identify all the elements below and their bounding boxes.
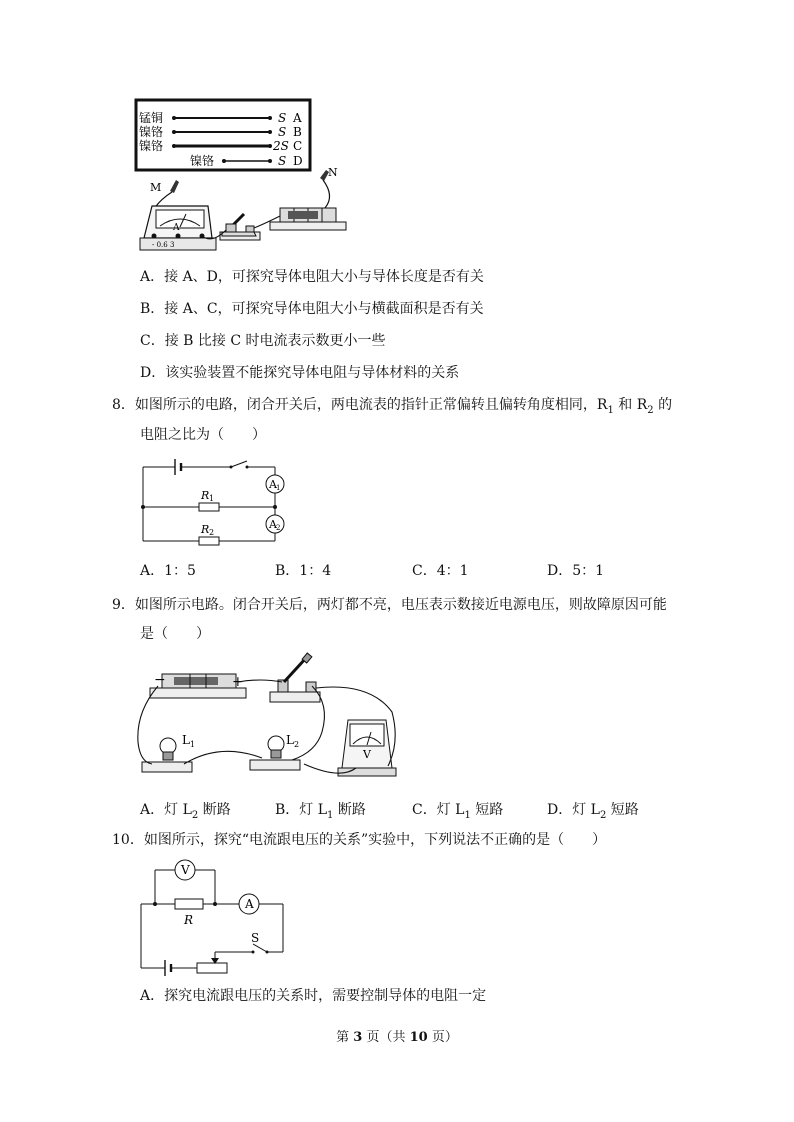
q8-a1-label: A xyxy=(269,478,277,491)
q10-option-a-text: 探究电流跟电压的关系时，需要控制导体的电阻一定 xyxy=(164,988,487,1004)
q8-stem-end: 的 xyxy=(653,397,673,413)
q9-option-c xyxy=(412,800,503,826)
q9-option-b-sub: 1 xyxy=(327,809,334,821)
q8-option-a-text: 1：5 xyxy=(164,563,196,579)
q10-switch-label: S xyxy=(251,931,260,945)
q8-stem-text: 如图所示的电路，闭合开关后，两电流表的指针正常偏转且偏转角度相同，R xyxy=(134,397,608,413)
q8-r2-label-sub: 2 xyxy=(209,528,215,537)
q10-option-a-label: A． xyxy=(140,988,165,1004)
q8-a2-sub: 2 xyxy=(276,524,281,532)
q9-l1-label: L xyxy=(182,733,190,747)
q8-r2-label: R xyxy=(201,523,210,536)
q7-wire-a-material: 锰铜 xyxy=(139,111,164,125)
q10-resistor-label: R xyxy=(184,913,194,927)
q8-option-a-label: A． xyxy=(140,563,165,579)
q10-stem-text: 如图所示，探究“电流跟电压的关系”实验中，下列说法不正确的是（ ） xyxy=(143,832,607,848)
q7-ammeter-symbol: A xyxy=(173,223,180,233)
q8-stem-line1 xyxy=(112,395,672,421)
q9-stem-text: 如图所示电路。闭合开关后，两灯都不亮，电压表示数接近电源电压，则故障原因可能 xyxy=(134,597,667,613)
q9-stem-line1 xyxy=(112,595,667,615)
q9-option-b xyxy=(275,800,366,826)
q8-option-c-label: C． xyxy=(412,563,437,579)
q9-option-a-pre: 灯 L xyxy=(164,802,192,818)
q7-option-b-text: 接 A、C，可探究导体电阻大小与横截面积是否有关 xyxy=(164,301,484,317)
q10-option-a xyxy=(140,986,486,1006)
q8-option-b xyxy=(275,561,331,581)
q7-figure xyxy=(130,96,360,256)
q10-circuit-diagram xyxy=(135,856,295,978)
q8-option-d-text: 5：1 xyxy=(572,563,605,579)
q9-option-c-sub: 1 xyxy=(464,809,471,821)
q9-option-d xyxy=(547,800,639,826)
q9-option-d-sub: 2 xyxy=(599,809,607,821)
q7-option-c-label: C． xyxy=(140,333,165,349)
q9-number: 9． xyxy=(112,597,135,613)
q7-wire-a-letter: A xyxy=(293,111,302,125)
q9-option-b-label: B． xyxy=(275,802,300,818)
q8-option-b-text: 1：4 xyxy=(299,563,332,579)
q7-wire-d-material: 镍铬 xyxy=(190,154,215,168)
q8-a1-sub: 1 xyxy=(276,484,281,492)
q9-option-d-label: D． xyxy=(547,802,573,818)
q9-battery-plus: + xyxy=(232,674,244,690)
q7-wire-b-letter: B xyxy=(293,125,302,139)
q8-option-b-label: B． xyxy=(275,563,300,579)
q8-stem-mid: 和 R xyxy=(613,397,648,413)
q10-ammeter-label: A xyxy=(245,897,254,911)
q10-number: 10． xyxy=(112,832,144,848)
q9-option-a xyxy=(140,800,231,826)
q9-option-c-label: C． xyxy=(412,802,437,818)
q7-wire-d-letter: D xyxy=(293,154,303,168)
q7-option-b xyxy=(140,299,484,319)
footer-pre: 第 xyxy=(336,1030,354,1045)
q8-r1-label: R xyxy=(201,489,210,502)
q8-number: 8． xyxy=(112,397,135,413)
q7-clip-m-label: M xyxy=(150,181,162,194)
q9-option-d-post: 短路 xyxy=(606,802,639,818)
q8-circuit-diagram xyxy=(135,455,295,551)
q7-clip-n-label: N xyxy=(328,166,338,179)
q8-stem-line2: 电阻之比为（ ） xyxy=(140,427,266,443)
q8-r1-sub: 1 xyxy=(607,404,614,416)
q9-option-b-post: 断路 xyxy=(333,802,366,818)
q7-wire-b-area: S xyxy=(278,125,287,139)
q9-stem-line2: 是（ ） xyxy=(140,626,210,642)
page-footer xyxy=(0,1026,794,1045)
q7-option-d-label: D． xyxy=(140,365,166,381)
q9-option-c-post: 短路 xyxy=(470,802,504,818)
q8-r1-label-sub: 1 xyxy=(209,494,215,503)
q8-r2-sub: 2 xyxy=(647,404,654,416)
footer-page-number: 3 xyxy=(353,1030,363,1045)
q7-wire-a-area: S xyxy=(278,111,287,125)
q8-option-d xyxy=(547,561,604,581)
q7-option-a-text: 接 A、D，可探究导体电阻大小与导体长度是否有关 xyxy=(164,269,484,285)
q9-voltmeter-label: V xyxy=(363,748,371,761)
q7-wire-b-material: 镍铬 xyxy=(139,125,164,139)
q9-l2-sub: 2 xyxy=(294,740,300,749)
q9-l2-label: L xyxy=(286,733,294,747)
q7-option-d-text: 该实验装置不能探究导体电阻与导体材料的关系 xyxy=(165,365,460,381)
q7-option-d xyxy=(140,363,459,383)
footer-mid: 页（共 xyxy=(362,1030,410,1045)
q8-a2-label: A xyxy=(269,518,277,531)
q8-option-a xyxy=(140,561,196,581)
q7-option-a-label: A． xyxy=(140,269,165,285)
q9-option-c-pre: 灯 L xyxy=(436,802,465,818)
q7-option-c-text: 接 B 比接 C 时电流表示数更小一些 xyxy=(164,333,386,349)
footer-total-pages: 10 xyxy=(409,1030,428,1045)
q10-stem xyxy=(112,830,606,850)
q8-option-c xyxy=(412,561,469,581)
q7-option-c xyxy=(140,331,386,351)
q10-voltmeter-label: V xyxy=(181,863,190,877)
q9-option-a-sub: 2 xyxy=(191,809,199,821)
q8-option-d-label: D． xyxy=(547,563,573,579)
q7-wire-c-letter: C xyxy=(293,139,303,153)
q7-wire-c-material: 镍铬 xyxy=(139,139,164,153)
q7-option-a xyxy=(140,267,484,287)
q9-l1-sub: 1 xyxy=(190,740,196,749)
q9-circuit-figure xyxy=(130,652,400,788)
q7-option-b-label: B． xyxy=(140,301,165,317)
q7-ammeter-terminals: - 0.6 3 xyxy=(152,241,175,249)
q9-option-a-post: 断路 xyxy=(198,802,231,818)
q8-option-c-text: 4：1 xyxy=(436,563,469,579)
footer-post: 页） xyxy=(427,1030,458,1045)
q7-wire-d-area: S xyxy=(278,154,287,168)
q9-option-d-pre: 灯 L xyxy=(572,802,600,818)
q7-wire-c-area: 2S xyxy=(273,139,289,153)
q9-option-a-label: A． xyxy=(140,802,165,818)
q9-option-b-pre: 灯 L xyxy=(299,802,328,818)
q9-battery-minus: − xyxy=(154,672,166,688)
